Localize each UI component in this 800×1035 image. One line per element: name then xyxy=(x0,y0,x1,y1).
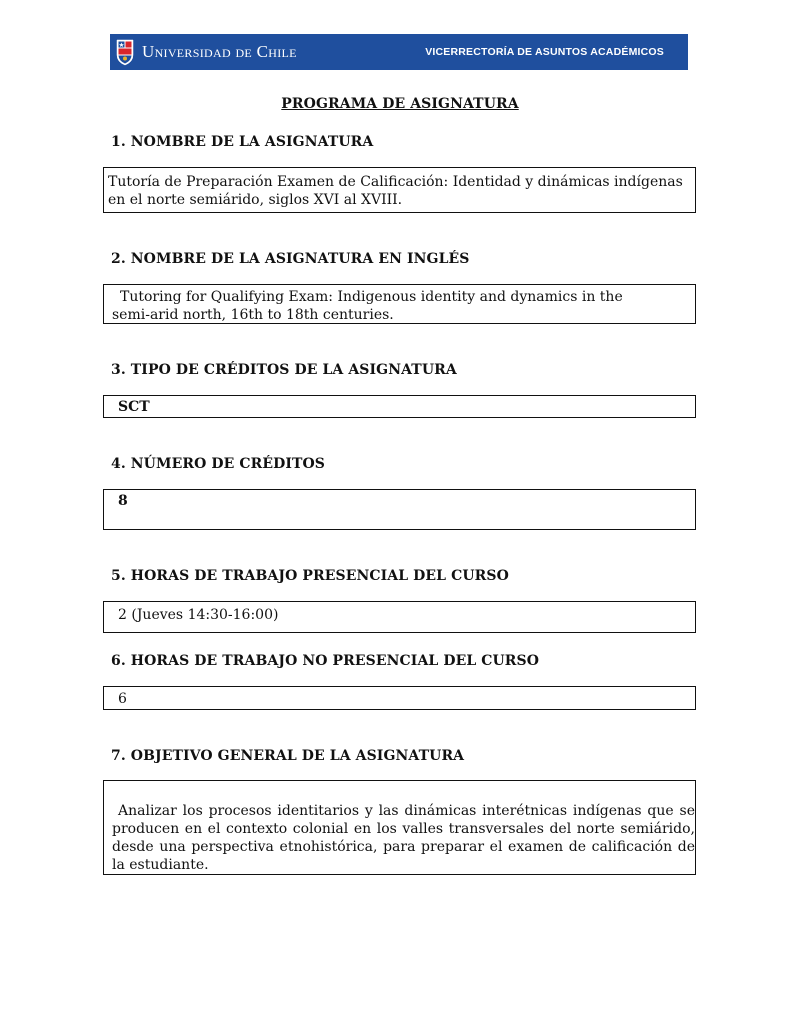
section-4-box xyxy=(103,489,696,530)
section-6-heading: 6. HORAS DE TRABAJO NO PRESENCIAL DEL CURSO xyxy=(111,653,540,669)
section-2-box xyxy=(103,284,696,324)
university-name: Universidad de Chile xyxy=(142,42,297,61)
credit-count-value: 8 xyxy=(118,493,128,509)
section-1-box xyxy=(103,167,696,213)
header-banner xyxy=(110,34,688,70)
in-person-hours-value: 2 (Jueves 14:30-16:00) xyxy=(118,607,279,623)
remote-hours-value: 6 xyxy=(118,691,127,707)
section-3-box xyxy=(103,395,696,418)
section-2-heading: 2. NOMBRE DE LA ASIGNATURA EN INGLÉS xyxy=(111,251,470,267)
section-7-box xyxy=(103,780,696,875)
section-3-heading: 3. TIPO DE CRÉDITOS DE LA ASIGNATURA xyxy=(111,362,457,378)
university-shield-icon xyxy=(116,38,134,66)
general-objective-value: Analizar los procesos identitarios y las dinámicas interétnicas indígenas que se producen en el contexto colonial en los valles transversales del norte semiárido, desde una perspectiva etnohistórica, para preparar el examen de calificación de la estudiante. xyxy=(112,803,695,873)
course-name-value: Tutoría de Preparación Examen de Calificación: Identidad y dinámicas indígenas en el norte semiárido, siglos XVI al XVIII. xyxy=(108,174,683,208)
section-6-box xyxy=(103,686,696,710)
section-5-box xyxy=(103,601,696,633)
university-logo xyxy=(116,38,297,66)
section-7-heading: 7. OBJETIVO GENERAL DE LA ASIGNATURA xyxy=(111,748,465,764)
section-4-heading: 4. NÚMERO DE CRÉDITOS xyxy=(111,456,326,472)
section-5-heading: 5. HORAS DE TRABAJO PRESENCIAL DEL CURSO xyxy=(111,568,509,584)
vice-rectorate-label: VICERRECTORÍA DE ASUNTOS ACADÉMICOS xyxy=(425,46,664,58)
section-1-heading: 1. NOMBRE DE LA ASIGNATURA xyxy=(111,134,374,150)
document-title: PROGRAMA DE ASIGNATURA xyxy=(281,96,519,112)
credit-type-value: SCT xyxy=(118,399,150,415)
course-name-english-value: Tutoring for Qualifying Exam: Indigenous identity and dynamics in the semi-arid north, 16th to 18th centuries. xyxy=(112,289,623,323)
